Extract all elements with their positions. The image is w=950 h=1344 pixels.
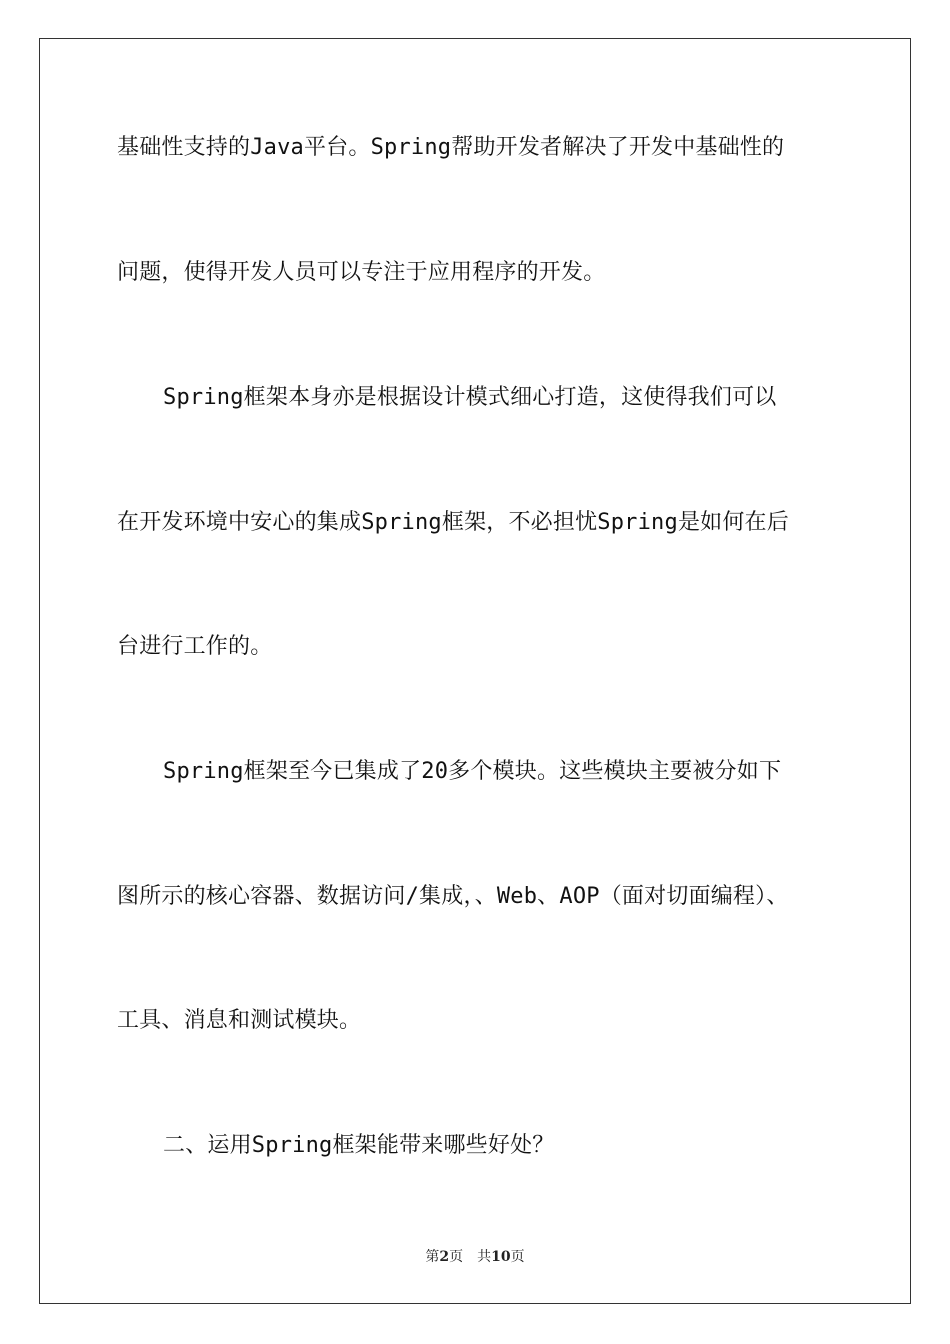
footer-page-number: 2 bbox=[439, 1249, 450, 1265]
body-text-line: 工具、消息和测试模块。 bbox=[117, 1008, 362, 1033]
footer-total-prefix: 共 bbox=[477, 1249, 492, 1265]
footer-total-pages: 10 bbox=[491, 1249, 511, 1265]
body-text-line: 图所示的核心容器、数据访问/集成，、Web、AOP（面对切面编程）、 bbox=[117, 884, 789, 909]
body-text-line: Spring框架至今已集成了20多个模块。这些模块主要被分如下 bbox=[163, 759, 782, 784]
section-heading: 二、运用Spring框架能带来哪些好处？ bbox=[163, 1133, 555, 1158]
body-text-line: 台进行工作的。 bbox=[117, 634, 273, 659]
body-text-line: Spring框架本身亦是根据设计模式细心打造，这使得我们可以 bbox=[163, 385, 777, 410]
body-text-line: 问题，使得开发人员可以专注于应用程序的开发。 bbox=[117, 260, 606, 285]
page-footer bbox=[0, 1247, 950, 1267]
page-frame bbox=[39, 38, 911, 1304]
footer-page-suffix: 页 bbox=[449, 1249, 464, 1265]
body-text-line: 在开发环境中安心的集成Spring框架，不必担忧Spring是如何在后 bbox=[117, 510, 789, 535]
footer-total-suffix: 页 bbox=[510, 1249, 525, 1265]
body-text-line: 基础性支持的Java平台。Spring帮助开发者解决了开发中基础性的 bbox=[117, 135, 785, 160]
footer-page-prefix: 第 bbox=[425, 1249, 440, 1265]
